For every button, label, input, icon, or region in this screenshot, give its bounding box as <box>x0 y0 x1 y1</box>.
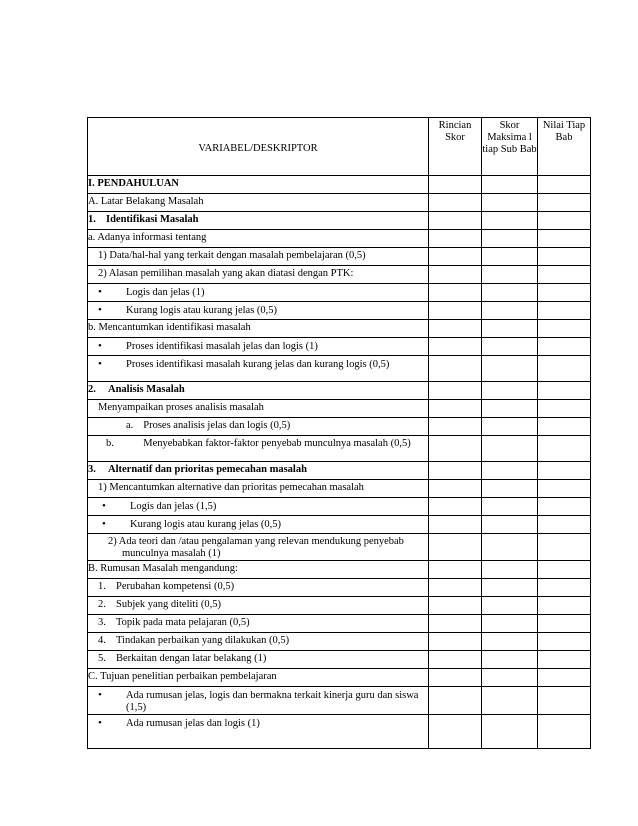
table-row <box>88 284 591 302</box>
section-title: I. PENDAHULUAN <box>88 178 180 189</box>
table-row <box>88 715 591 749</box>
item-number: 2. <box>88 384 96 395</box>
item-text: 2) Alasan pemilihan masalah yang akan diatasi dengan PTK: <box>98 268 354 279</box>
bullet-icon <box>116 519 130 530</box>
rubric-table <box>87 117 591 749</box>
item-text: 1) Data/hal-hal yang terkait dengan masalah pembelajaran (0,5) <box>98 250 366 261</box>
item-text: Tindakan perbaikan yang dilakukan (0,5) <box>116 635 290 646</box>
bullet-icon <box>112 359 126 370</box>
table-row <box>88 534 591 561</box>
item-text: 2) Ada teori dan /atau pengalaman yang relevan mendukung penyebab munculnya masalah (1) <box>108 536 404 559</box>
item-text: Kurang logis atau kurang jelas (0,5) <box>126 305 278 316</box>
table-row <box>88 436 591 462</box>
item-text: Proses identifikasi masalah jelas dan logis (1) <box>126 341 318 352</box>
item-text: Berkaitan dengan latar belakang (1) <box>116 653 267 664</box>
item-number: 5. <box>98 653 106 664</box>
table-row <box>88 212 591 230</box>
subsection-title: A. Latar Belakang Masalah <box>88 196 204 207</box>
item-number: 3. <box>98 617 106 628</box>
item-text: Topik pada mata pelajaran (0,5) <box>116 617 250 628</box>
bullet-icon <box>112 718 126 729</box>
item-text: Subjek yang diteliti (0,5) <box>116 599 221 610</box>
item-letter: a. <box>126 420 134 431</box>
table-row <box>88 561 591 579</box>
item-text: b. Mencantumkan identifikasi masalah <box>88 322 251 333</box>
table-row <box>88 615 591 633</box>
bullet-icon <box>116 501 130 512</box>
table-row <box>88 633 591 651</box>
bullet-icon <box>112 341 126 352</box>
item-text: 1) Mencantumkan alternative dan prioritas pemecahan masalah <box>98 482 364 493</box>
table-row <box>88 418 591 436</box>
item-text: Ada rumusan jelas dan logis (1) <box>126 718 260 729</box>
item-text: Perubahan kompetensi (0,5) <box>116 581 235 592</box>
header-row <box>88 118 591 176</box>
item-number: 2. <box>98 599 106 610</box>
header-rincian-skor: Rincian Skor <box>429 118 482 176</box>
item-text: Proses analisis jelas dan logis (0,5) <box>143 420 291 431</box>
table-row <box>88 302 591 320</box>
table-row <box>88 356 591 382</box>
table-row <box>88 382 591 400</box>
table-row <box>88 516 591 534</box>
item-number: 4. <box>98 635 106 646</box>
item-text: Logis dan jelas (1,5) <box>130 501 217 512</box>
table-row <box>88 579 591 597</box>
table-row <box>88 248 591 266</box>
item-title: Identifikasi Masalah <box>106 214 199 225</box>
table-row <box>88 338 591 356</box>
subsection-title: B. Rumusan Masalah mengandung: <box>88 563 238 574</box>
table-row <box>88 320 591 338</box>
table-row <box>88 651 591 669</box>
table-row <box>88 498 591 516</box>
table-row <box>88 462 591 480</box>
item-text: Menyampaikan proses analisis masalah <box>98 402 264 413</box>
table-row <box>88 266 591 284</box>
subsection-title: C. Tujuan penelitian perbaikan pembelajaran <box>88 671 277 682</box>
table-row <box>88 176 591 194</box>
table-row <box>88 230 591 248</box>
table-row <box>88 669 591 687</box>
table-row <box>88 480 591 498</box>
item-letter: b. <box>106 438 114 449</box>
item-text: Ada rumusan jelas, logis dan bermakna terkait kinerja guru dan siswa (1,5) <box>126 690 419 713</box>
item-title: Alternatif dan prioritas pemecahan masalah <box>108 464 307 475</box>
item-text: Kurang logis atau kurang jelas (0,5) <box>130 519 282 530</box>
bullet-icon <box>112 287 126 298</box>
bullet-icon <box>112 305 126 316</box>
item-text: Menyebabkan faktor-faktor penyebab munculnya masalah (0,5) <box>143 438 411 449</box>
item-text: Logis dan jelas (1) <box>126 287 205 298</box>
bullet-icon <box>112 690 126 701</box>
item-number: 1. <box>98 581 106 592</box>
table-row <box>88 687 591 715</box>
table-row <box>88 194 591 212</box>
header-skor-maksimal: Skor Maksima l tiap Sub Bab <box>482 118 538 176</box>
item-number: 1. <box>88 214 96 225</box>
header-variabel: VARIABEL/DESKRIPTOR <box>88 118 429 176</box>
item-text: Proses identifikasi masalah kurang jelas dan kurang logis (0,5) <box>126 359 390 370</box>
header-nilai-tiap-bab: Nilai Tiap Bab <box>538 118 591 176</box>
item-title: Analisis Masalah <box>108 384 185 395</box>
table-row <box>88 400 591 418</box>
item-number: 3. <box>88 464 96 475</box>
table-row <box>88 597 591 615</box>
item-text: a. Adanya informasi tentang <box>88 232 207 243</box>
